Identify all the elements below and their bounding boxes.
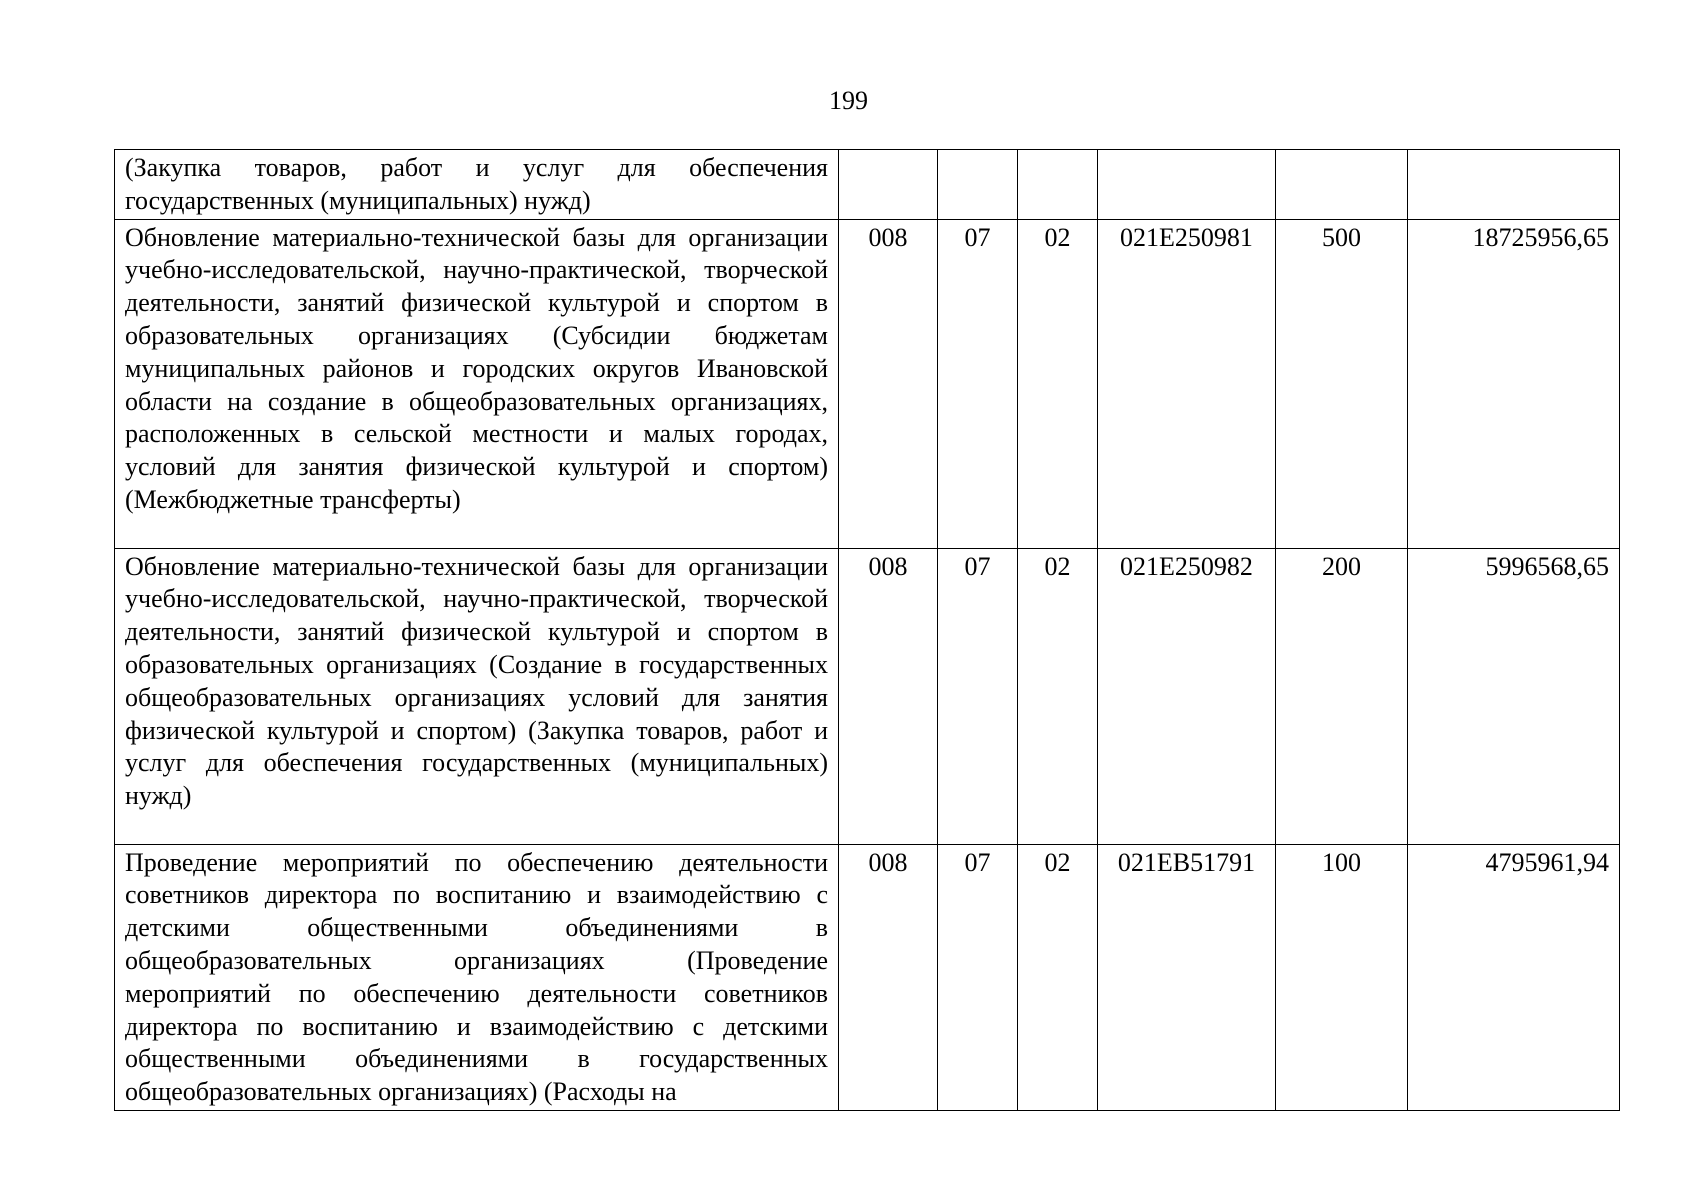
target-article-code: 021E250981 xyxy=(1098,219,1276,548)
budget-table xyxy=(114,149,1620,1111)
target-article-code: 021EB51791 xyxy=(1098,844,1276,1110)
expense-type-code xyxy=(1276,150,1408,220)
row-description: (Закупка товаров, работ и услуг для обеспечения государственных (муниципальных) нужд) xyxy=(115,150,839,220)
ministry-code: 008 xyxy=(839,844,938,1110)
target-article-code xyxy=(1098,150,1276,220)
amount-value xyxy=(1408,150,1620,220)
table-row xyxy=(115,844,1620,1110)
ministry-code: 008 xyxy=(839,548,938,844)
expense-type-code: 500 xyxy=(1276,219,1408,548)
table-row xyxy=(115,219,1620,548)
amount-value: 4795961,94 xyxy=(1408,844,1620,1110)
target-article-code: 021E250982 xyxy=(1098,548,1276,844)
subsection-code xyxy=(1018,150,1098,220)
row-description: Обновление материально-технической базы для организации учебно-исследовательской, научно-практической, творческой деятельности, занятий физической культурой и спортом в образовательных организациях (Создание в государственных общеобразовательных организациях условий для занятия физической культурой и спортом) (Закупка товаров, работ и услуг для обеспечения государственных (муниципальных) нужд) xyxy=(115,548,839,844)
page-number: 199 xyxy=(829,86,868,115)
section-code xyxy=(938,150,1018,220)
ministry-code xyxy=(839,150,938,220)
row-description: Проведение мероприятий по обеспечению деятельности советников директора по воспитанию и взаимодействию с детскими общественными объединениями в общеобразовательных организациях (Проведение мероприятий по обеспечению деятельности советников директора по воспитанию и взаимодействию с детскими общественными объединениями в государственных общеобразовательных организациях) (Расходы на xyxy=(115,844,839,1110)
amount-value: 18725956,65 xyxy=(1408,219,1620,548)
row-description: Обновление материально-технической базы для организации учебно-исследовательской, научно-практической, творческой деятельности, занятий физической культурой и спортом в образовательных организациях (Субсидии бюджетам муниципальных районов и городских округов Ивановской области на создание в общеобразовательных организациях, расположенных в сельской местности и малых городах, условий для занятия физической культурой и спортом) (Межбюджетные трансферты) xyxy=(115,219,839,548)
section-code: 07 xyxy=(938,219,1018,548)
subsection-code: 02 xyxy=(1018,844,1098,1110)
section-code: 07 xyxy=(938,844,1018,1110)
table-row xyxy=(115,548,1620,844)
table-row xyxy=(115,150,1620,220)
section-code: 07 xyxy=(938,548,1018,844)
subsection-code: 02 xyxy=(1018,219,1098,548)
amount-value: 5996568,65 xyxy=(1408,548,1620,844)
expense-type-code: 200 xyxy=(1276,548,1408,844)
subsection-code: 02 xyxy=(1018,548,1098,844)
expense-type-code: 100 xyxy=(1276,844,1408,1110)
ministry-code: 008 xyxy=(839,219,938,548)
